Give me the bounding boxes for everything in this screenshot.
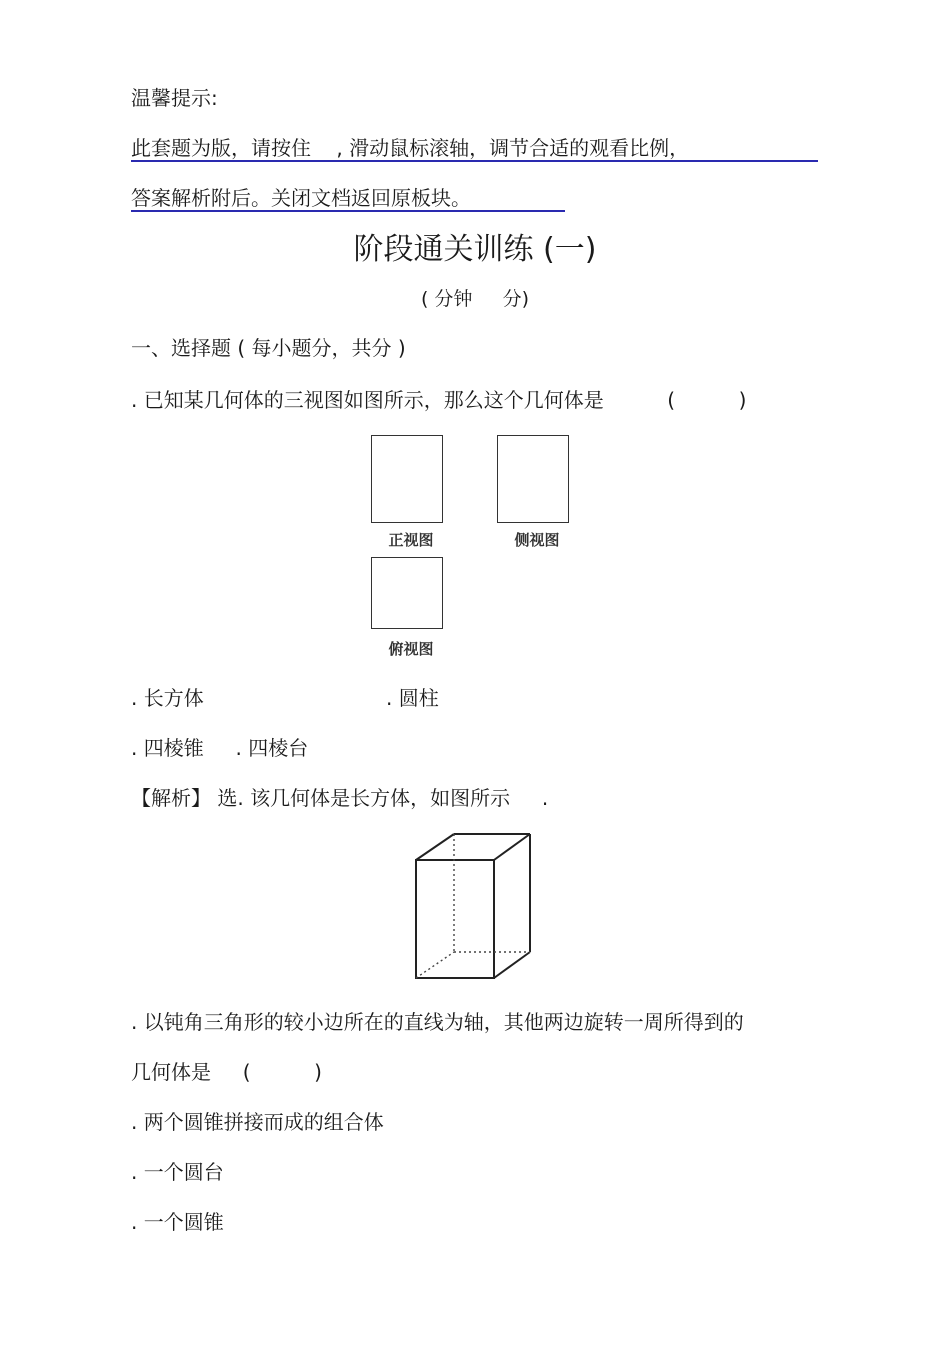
question-1-option-a: . 长方体 bbox=[131, 686, 204, 710]
side-view-box bbox=[497, 435, 569, 523]
cuboid-front-face bbox=[416, 860, 494, 978]
question-2-option-c: . 一个圆锥 bbox=[131, 1210, 224, 1234]
question-1-stem: . 已知某几何体的三视图如图所示，那么这个几何体是 ( ) bbox=[131, 388, 747, 412]
question-2-stem-line-1: . 以钝角三角形的较小边所在的直线为轴，其他两边旋转一周所得到的 bbox=[131, 1010, 744, 1034]
top-view-label: 俯视图 bbox=[388, 640, 434, 658]
page-subtitle: ( 分钟 分) bbox=[420, 288, 530, 310]
tip-heading: 温馨提示: bbox=[131, 86, 218, 110]
tip-underline-2 bbox=[131, 210, 565, 212]
question-1-options-cd: . 四棱锥 . 四棱台 bbox=[131, 736, 309, 760]
side-view-label: 侧视图 bbox=[514, 531, 560, 549]
front-view-box bbox=[371, 435, 443, 523]
page-title: 阶段通关训练 (一) bbox=[353, 232, 597, 267]
section-heading: 一、选择题 ( 每小题分，共分 ) bbox=[131, 336, 406, 360]
tip-line-1: 此套题为版，请按住 , 滑动鼠标滚轴，调节合适的观看比例， bbox=[131, 136, 690, 160]
tip-line-2: 答案解析附后。关闭文档返回原板块。 bbox=[131, 186, 471, 210]
question-1-option-b: . 圆柱 bbox=[386, 686, 439, 710]
top-view-box bbox=[371, 557, 443, 629]
cuboid-figure bbox=[410, 830, 536, 982]
tip-underline-1 bbox=[131, 160, 818, 162]
question-2-option-a: . 两个圆锥拼接而成的组合体 bbox=[131, 1110, 384, 1134]
question-2-option-b: . 一个圆台 bbox=[131, 1160, 224, 1184]
question-2-stem-line-2: 几何体是 ( ) bbox=[131, 1060, 322, 1084]
front-view-label: 正视图 bbox=[388, 531, 434, 549]
question-1-analysis: 【解析】 选. 该几何体是长方体，如图所示 . bbox=[131, 786, 549, 810]
